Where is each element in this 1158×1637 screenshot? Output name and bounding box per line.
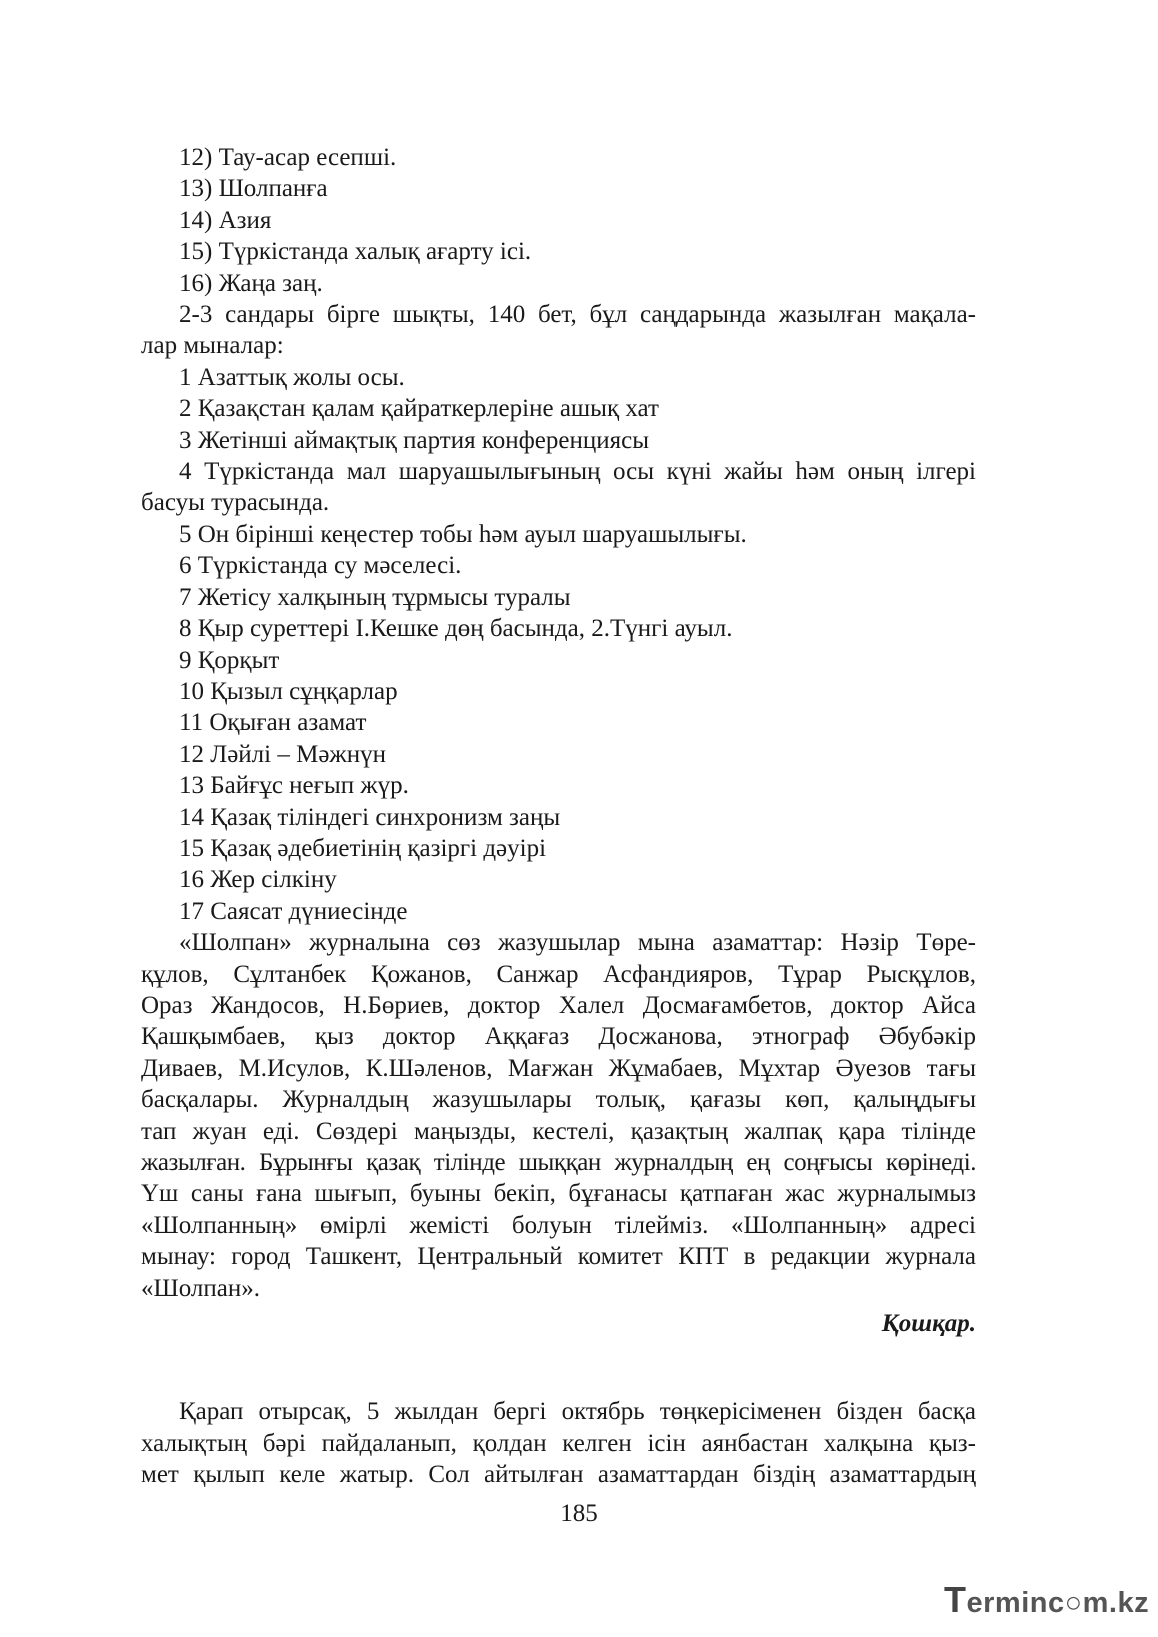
list-item: 8 Қыр суреттері І.Кешке дөң басында, 2.Түнгі ауыл. [179, 615, 733, 643]
text-line: Қарап отырсақ, 5 жылдан бергі октябрь төңкерісіменен бізден басқа [179, 1398, 976, 1426]
list-item: 3 Жетінші аймақтық партия конференциясы [179, 426, 650, 454]
text-line: Диваев, М.Исулов, К.Шәленов, Мағжан Жұмабаев, Мұхтар Әуезов тағы [141, 1054, 976, 1082]
text-line: «Шолпан». [141, 1274, 260, 1302]
section-gap [141, 1339, 976, 1396]
list-item: 10 Қызыл сұңқарлар [179, 677, 398, 705]
list-item: 1 Азаттық жолы осы. [179, 363, 405, 391]
text-line: халықтың бәрі пайдаланып, қолдан келген ісін аянбастан халқына қыз- [141, 1429, 976, 1457]
list-item: 14) Азия [179, 206, 272, 234]
text-line: мынау: город Ташкент, Центральный комитет КПТ в редакции журнала [141, 1243, 976, 1271]
text-line: жазылған. Бұрынғы қазақ тілінде шыққан журналдың ең соңғысы көрінеді. [141, 1149, 976, 1176]
list-item-4 [141, 456, 976, 519]
text-line: Қашқымбаев, қыз доктор Аққағаз Досжанова, этнограф Әбубәкір [141, 1023, 976, 1051]
text-line: Үш саны ғана шығып, буыны бекіп, бұғанасы қатпаған жас журналымыз [141, 1180, 976, 1208]
text-line: құлов, Сұлтанбек Қожанов, Санжар Асфандияров, Тұрар Рысқұлов, [141, 960, 976, 988]
list-item: 6 Түркістанда су мәселесі. [179, 552, 462, 580]
list-item: 17 Саясат дүниесінде [179, 897, 408, 925]
text-line: басуы турасында. [141, 489, 330, 517]
list-item: 14 Қазақ тіліндегі синхронизм заңы [179, 803, 561, 831]
text-line: мет қылып келе жатыр. Сол айтылған азаматтардан біздің азаматтардың [141, 1461, 976, 1489]
list-item: 13) Шолпанға [179, 175, 328, 203]
list-c [141, 519, 976, 927]
page-number: 185 [560, 1500, 598, 1527]
list-item: 15 Қазақ әдебиетінің қазіргі дәуірі [179, 834, 547, 862]
list-item: 12 Ләйлі – Мәжнүн [179, 740, 386, 768]
list-item: 2 Қазақстан қалам қайраткерлеріне ашық хат [179, 395, 659, 423]
list-item: 15) Түркістанда халық ағарту ісі. [179, 238, 532, 266]
text-line: тап жуан еді. Сөздері маңызды, кестелі, қазақтың жалпақ қара тілінде [141, 1117, 976, 1145]
closing-paragraph [141, 1396, 976, 1490]
text-line: 4 Түркістанда мал шаруашылығының осы күні жайы һәм оның ілгері [179, 458, 976, 486]
list-a [141, 142, 976, 299]
text-line: «Шолпанның» өмірлі жемісті болуын тілейміз. «Шолпанның» адресі [141, 1211, 976, 1239]
text-line: басқалары. Журналдың жазушылары толық, қағазы көп, қалыңдығы [141, 1086, 976, 1114]
list-item: 13 Байғұс неғып жүр. [179, 772, 409, 800]
list-item: 12) Тау-асар есепші. [179, 144, 397, 171]
author-signature: Қошқар. [881, 1310, 976, 1338]
list-item: 7 Жетісу халқының тұрмысы туралы [179, 583, 571, 611]
text-line: Ораз Жандосов, Н.Бөриев, доктор Халел Досмағамбетов, доктор Айса [141, 991, 976, 1019]
list-b [141, 362, 976, 456]
intro-paragraph [141, 299, 976, 362]
list-item: 9 Қорқыт [179, 646, 280, 674]
logo-wordmark: Terminc○m.kz [944, 1579, 1150, 1620]
text-line: «Шолпан» журналына сөз жазушылар мына азаматтар: Нәзір Төре- [179, 929, 976, 957]
list-item: 11 Оқыған азамат [179, 709, 367, 737]
termincom-logo [944, 1575, 1150, 1625]
contributors-paragraph [141, 927, 976, 1304]
list-item: 5 Он бірінші кеңестер тобы һәм ауыл шаруашылығы. [179, 520, 747, 548]
page-body [141, 142, 976, 1491]
text-line: 2-3 сандары бірге шықты, 140 бет, бұл саңдарында жазылған мақала- [179, 301, 976, 329]
text-line: лар мыналар: [141, 332, 284, 360]
list-item: 16 Жер сілкіну [179, 866, 337, 894]
list-item: 16) Жаңа заң. [179, 269, 323, 297]
